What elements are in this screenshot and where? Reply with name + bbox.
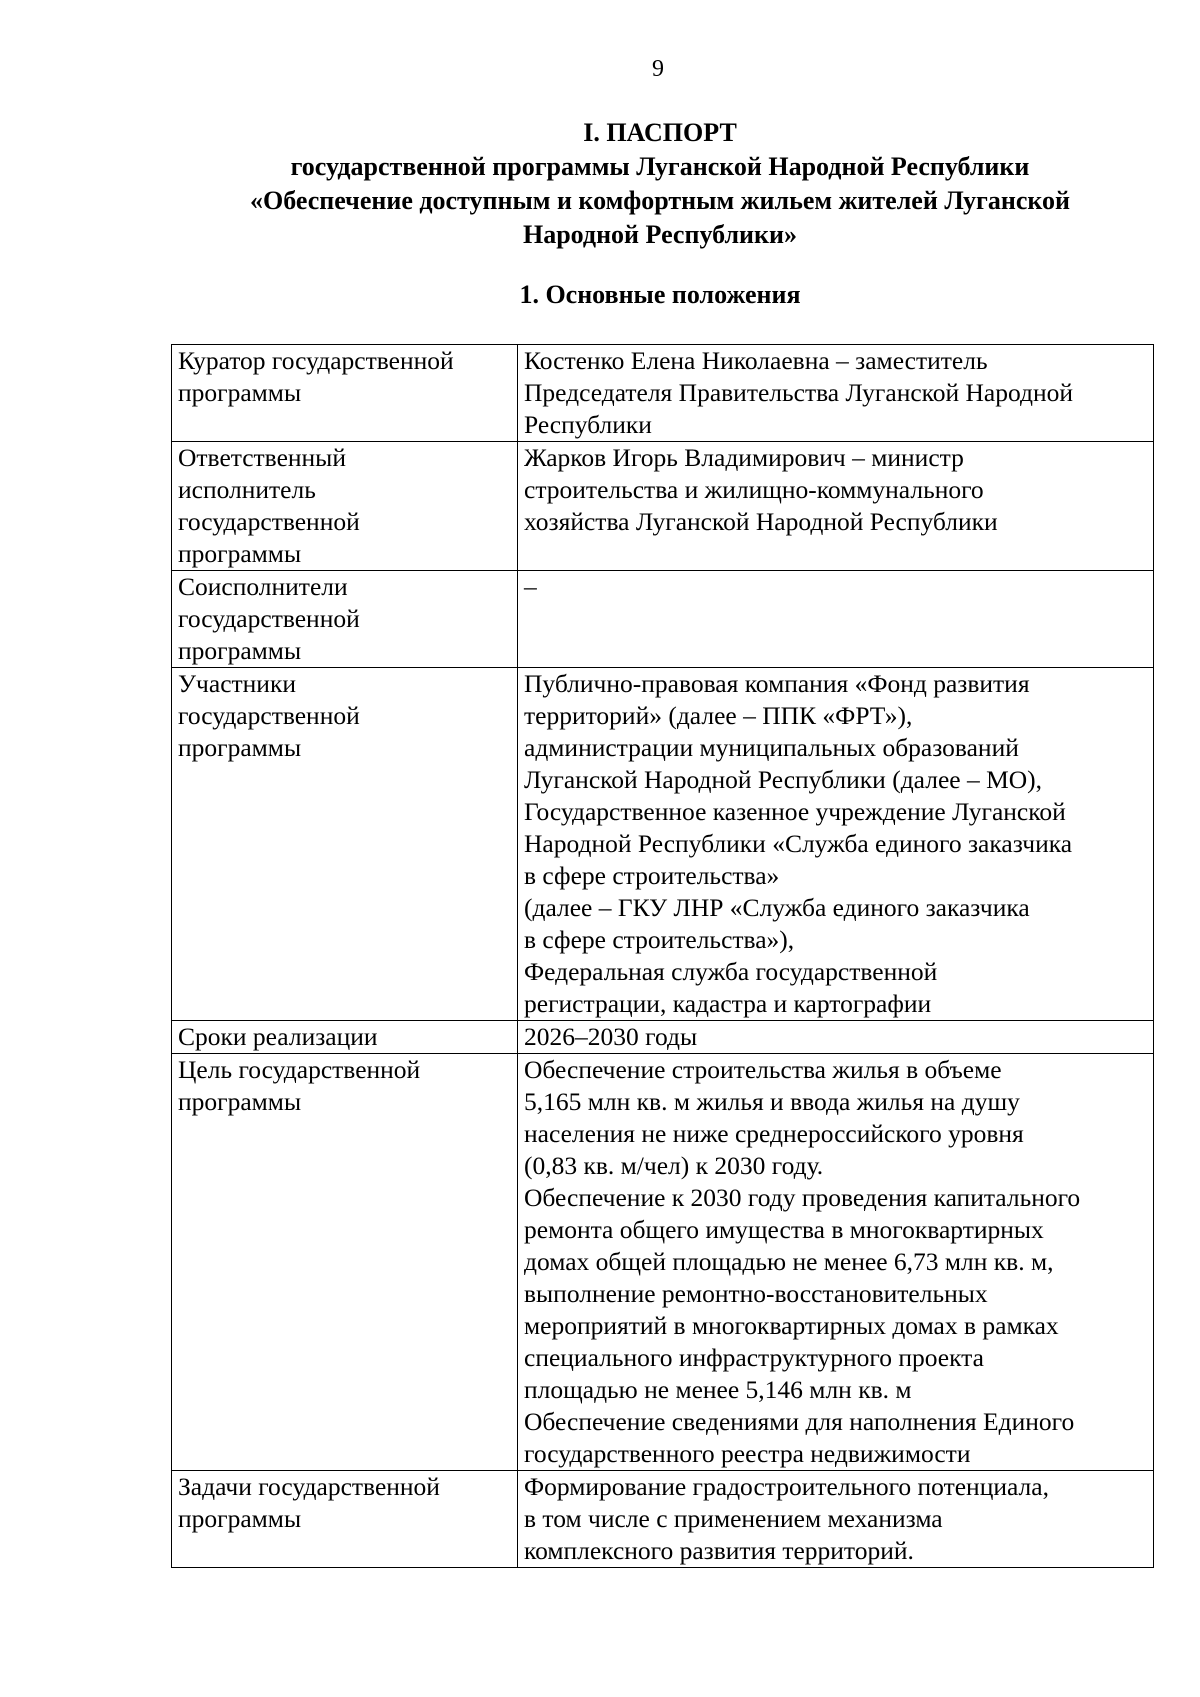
passport-table — [171, 344, 1154, 1568]
row-value: Публично-правовая компания «Фонд развития территорий» (далее – ППК «ФРТ»), администрации муниципальных образований Луганской Народной Республики (далее – МО), Государственное казенное учреждение Луганской Народной Республики «Служба единого заказчика в сфере строительства» (далее – ГКУ ЛНР «Служба единого заказчика в сфере строительства»), Федеральная служба государственной регистрации, кадастра и картографии — [518, 668, 1154, 1021]
table-row-participants — [172, 668, 1154, 1021]
row-value: Жарков Игорь Владимирович – министр строительства и жилищно-коммунального хозяйства Луганской Народной Республики — [518, 442, 1154, 571]
row-label: Участники государственной программы — [172, 668, 518, 1021]
title-line-2: государственной программы Луганской Народной Республики — [290, 152, 1030, 181]
row-value: 2026–2030 годы — [518, 1021, 1154, 1054]
row-label: Сроки реализации — [172, 1021, 518, 1054]
row-value: Формирование градостроительного потенциала, в том числе с применением механизма комплексного развития территорий. — [518, 1471, 1154, 1568]
table-row-responsible-executor — [172, 442, 1154, 571]
document-title — [180, 116, 1140, 252]
row-label: Куратор государственной программы — [172, 345, 518, 442]
table-row-implementation-period — [172, 1021, 1154, 1054]
table-row-tasks — [172, 1471, 1154, 1568]
row-label: Задачи государственной программы — [172, 1471, 518, 1568]
table-row-curator — [172, 345, 1154, 442]
title-line-1: I. ПАСПОРТ — [583, 118, 737, 147]
row-value: Обеспечение строительства жилья в объеме 5,165 млн кв. м жилья и ввода жилья на душу населения не ниже среднероссийского уровня (0,83 кв. м/чел) к 2030 году. Обеспечение к 2030 году проведения капитального ремонта общего имущества в многоквартирных домах общей площадью не менее 6,73 млн кв. м, выполнение ремонтно-восстановительных мероприятий в многоквартирных домах в рамках специального инфраструктурного проекта площадью не менее 5,146 млн кв. м Обеспечение сведениями для наполнения Единого государственного реестра недвижимости — [518, 1054, 1154, 1471]
section-heading: 1. Основные положения — [519, 280, 801, 309]
title-line-3: «Обеспечение доступным и комфортным жильем жителей Луганской — [250, 186, 1070, 215]
title-line-4: Народной Республики» — [522, 220, 797, 249]
row-value: Костенко Елена Николаевна – заместитель Председателя Правительства Луганской Народной Республики — [518, 345, 1154, 442]
page-number: 9 — [652, 56, 664, 82]
row-label: Соисполнители государственной программы — [172, 571, 518, 668]
row-value: – — [518, 571, 1154, 668]
row-label: Ответственный исполнитель государственной программы — [172, 442, 518, 571]
table-row-co-executors — [172, 571, 1154, 668]
table-row-goal — [172, 1054, 1154, 1471]
row-label: Цель государственной программы — [172, 1054, 518, 1471]
